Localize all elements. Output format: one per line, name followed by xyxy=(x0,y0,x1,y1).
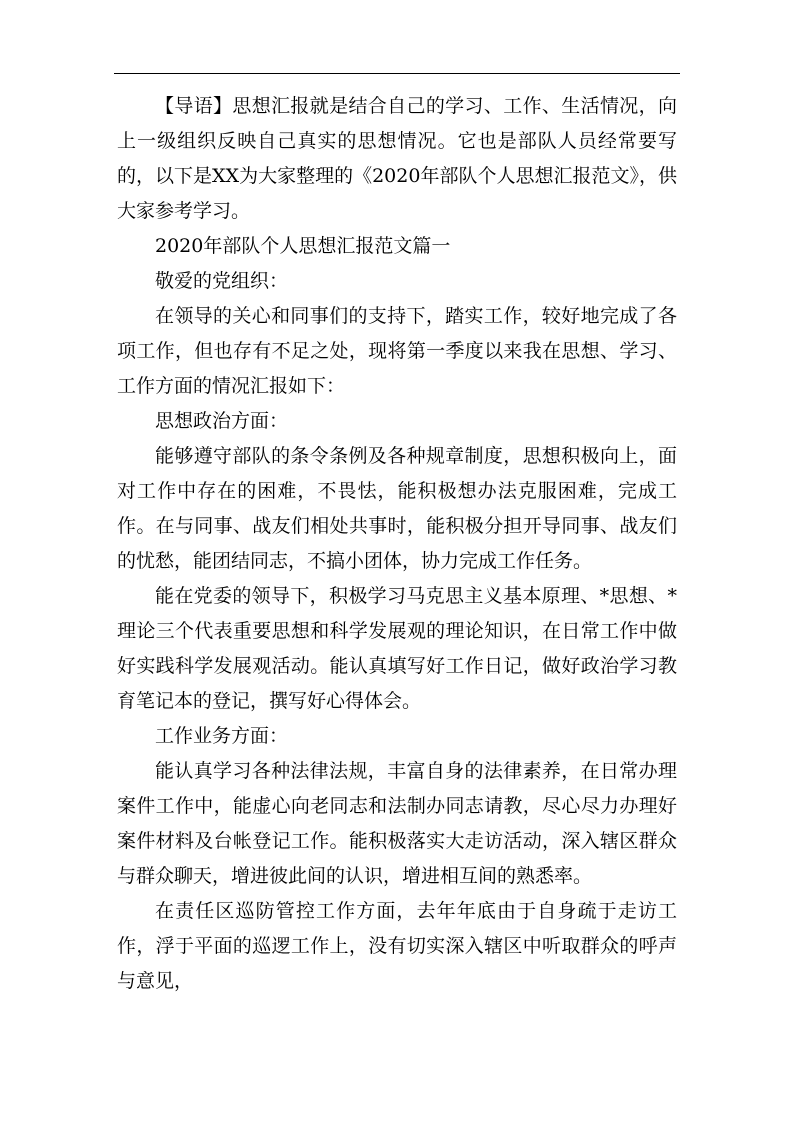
body-paragraph: 能够遵守部队的条令条例及各种规章制度，思想积极向上，面对工作中存在的困难，不畏怯，能积极想办法克服困难，完成工作。在与同事、战友们相处共事时，能积极分担开导同事、战友们的忧愁，能团结同志，不搞小团体，协力完成工作任务。 xyxy=(117,445,677,572)
body-paragraph: 在领导的关心和同事们的支持下，踏实工作，较好地完成了各项工作，但也存有不足之处，现将第一季度以来我在思想、学习、工作方面的情况汇报如下： xyxy=(117,305,677,397)
body-paragraph: 能在党委的领导下，积极学习马克思主义基本原理、*思想、*理论三个代表重要思想和科学发展观的理论知识，在日常工作中做好实践科学发展观活动。能认真填写好工作日记，做好政治学习教育笔记本的登记，撰写好心得体会。 xyxy=(117,585,677,712)
subheading-work: 工作业务方面： xyxy=(155,725,289,747)
subheading-political: 思想政治方面： xyxy=(155,410,289,432)
header-rule xyxy=(114,73,680,74)
body-paragraph: 能认真学习各种法律法规，丰富自身的法律素养，在日常办理案件工作中，能虚心向老同志和法制办同志请教，尽心尽力办理好案件材料及台帐登记工作。能积极落实大走访活动，深入辖区群众与群众聊天，增进彼此间的认识，增进相互间的熟悉率。 xyxy=(117,760,677,887)
section-title: 2020年部队个人思想汇报范文篇一 xyxy=(155,235,451,257)
salutation: 敬爱的党组织： xyxy=(155,270,289,292)
intro-paragraph: 【导语】思想汇报就是结合自己的学习、工作、生活情况，向上一级组织反映自己真实的思想情况。它也是部队人员经常要写的，以下是XX为大家整理的《2020年部队个人思想汇报范文》，供大家参考学习。 xyxy=(117,95,677,222)
body-paragraph: 在责任区巡防管控工作方面，去年年底由于自身疏于走访工作，浮于平面的巡逻工作上，没有切实深入辖区中听取群众的呼声与意见， xyxy=(117,900,677,992)
document-body xyxy=(117,89,677,999)
